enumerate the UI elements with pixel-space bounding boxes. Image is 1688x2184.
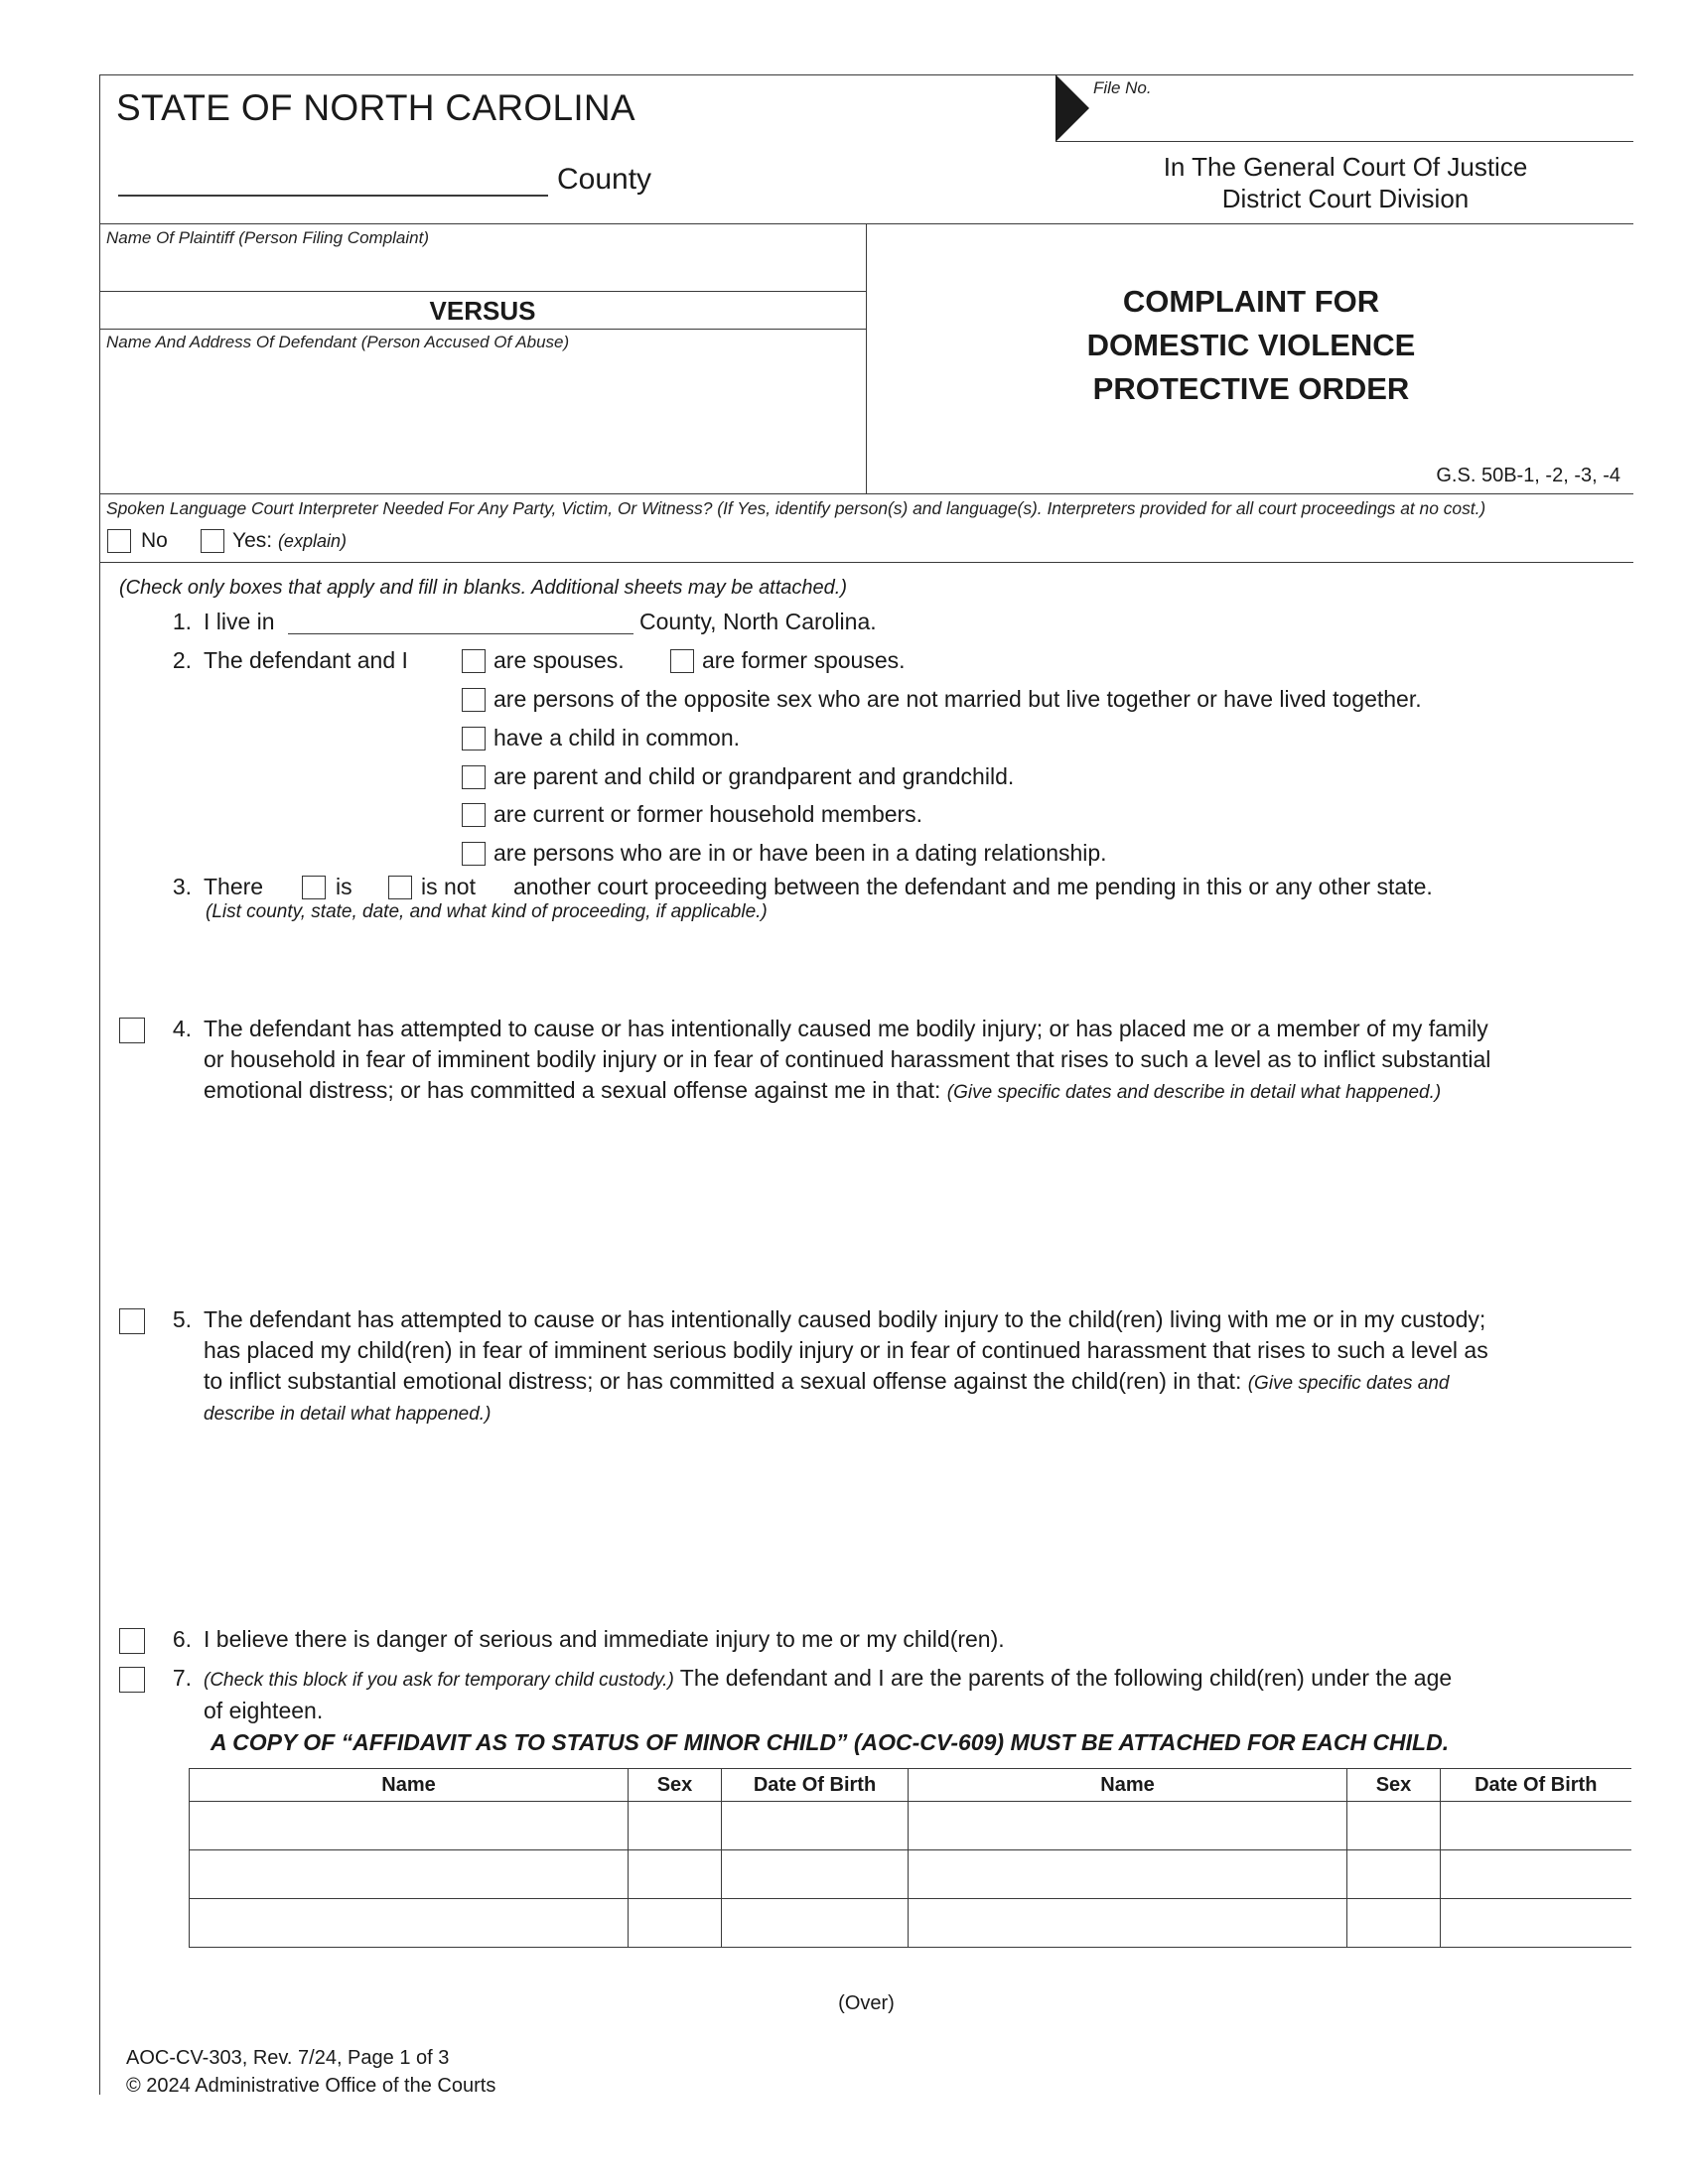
item-4-line-1: The defendant has attempted to cause or has intentionally caused me bodily injury; or has placed me or a member of my family [204, 1016, 1488, 1041]
proceeding-is-not-checkbox[interactable] [388, 876, 412, 899]
item-1-prefix: I live in [204, 609, 275, 634]
court-name [1082, 151, 1609, 214]
file-no-label: File No. [1093, 78, 1152, 97]
item-4-line-3-text: emotional distress; or has committed a sexual offense against me in that: [204, 1077, 941, 1103]
child-name-cell[interactable] [190, 1802, 629, 1850]
item-5-line-2: has placed my child(ren) in fear of imminent serious bodily injury or in fear of continued harassment that rises to such a level as [204, 1337, 1488, 1363]
statute-reference: G.S. 50B-1, -2, -3, -4 [1436, 465, 1620, 486]
item-6-text: I believe there is danger of serious and immediate injury to me or my child(ren). [204, 1626, 1005, 1652]
interpreter-no-checkbox[interactable] [107, 529, 131, 553]
item-4-number: 4. [172, 1016, 192, 1041]
plaintiff-name-field[interactable] [104, 250, 859, 290]
relationship-parent-child-checkbox[interactable] [462, 765, 486, 789]
item-5-number: 5. [172, 1306, 192, 1332]
item-5-checkbox[interactable] [119, 1308, 145, 1334]
child-dob-cell[interactable] [1441, 1802, 1631, 1850]
relationship-spouses-checkbox[interactable] [462, 649, 486, 673]
versus-label: VERSUS [429, 296, 536, 326]
relationship-spouses-label: are spouses. [493, 647, 625, 673]
relationship-household-members-checkbox[interactable] [462, 803, 486, 827]
child-dob-cell[interactable] [722, 1802, 909, 1850]
item-6-number: 6. [172, 1626, 192, 1652]
file-no-field[interactable] [1152, 77, 1628, 137]
child-sex-cell[interactable] [629, 1802, 722, 1850]
item-3-note: (List county, state, date, and what kind of proceeding, if applicable.) [206, 901, 768, 922]
parties-divider [866, 223, 867, 493]
form-id: AOC-CV-303, Rev. 7/24, Page 1 of 3 [126, 2047, 450, 2069]
title-line-1: COMPLAINT FOR [1122, 284, 1380, 319]
proceeding-is-not-label: is not [421, 874, 476, 899]
proceeding-is-checkbox[interactable] [302, 876, 326, 899]
proceeding-details-field[interactable] [204, 929, 1623, 1009]
form-title [874, 280, 1628, 411]
col-name-2: Name [909, 1769, 1347, 1802]
defendant-address-field[interactable] [104, 357, 859, 486]
defendant-label: Name And Address Of Defendant (Person Accused Of Abuse) [106, 333, 570, 351]
col-sex-1: Sex [629, 1769, 722, 1802]
child-dob-cell[interactable] [722, 1850, 909, 1899]
item-4-text [204, 1014, 1633, 1108]
court-line-2: District Court Division [1221, 184, 1470, 213]
versus-underline [99, 329, 866, 330]
interpreter-yes-text: Yes: [232, 529, 273, 552]
table-row [190, 1802, 1631, 1850]
interpreter-question: Spoken Language Court Interpreter Needed For Any Party, Victim, Or Witness? (If Yes, identify person(s) and language(s). Interpreters provided for all court proceedings at no cost.) [106, 498, 1486, 518]
col-dob-1: Date Of Birth [722, 1769, 909, 1802]
child-sex-cell[interactable] [1347, 1899, 1441, 1948]
county-blank[interactable] [118, 195, 548, 197]
relationship-former-spouses-checkbox[interactable] [670, 649, 694, 673]
interpreter-yes-note: (explain) [277, 531, 347, 551]
item-4-line-3-note: (Give specific dates and describe in detail what happened.) [946, 1082, 1442, 1103]
item-7-line-1 [204, 1663, 1633, 1696]
proceeding-is-label: is [336, 874, 352, 899]
child-sex-cell[interactable] [629, 1850, 722, 1899]
item-3-number: 3. [172, 874, 192, 899]
child-name-cell[interactable] [909, 1850, 1347, 1899]
item-7-line-2: of eighteen. [204, 1698, 324, 1723]
item-7-text [204, 1663, 1633, 1726]
children-table-header [190, 1769, 1631, 1802]
relationship-child-in-common-label: have a child in common. [493, 725, 741, 751]
item-3-there: There [204, 874, 264, 899]
relationship-dating-label: are persons who are in or have been in a dating relationship. [493, 840, 1107, 866]
relationship-dating-checkbox[interactable] [462, 842, 486, 866]
child-dob-cell[interactable] [1441, 1850, 1631, 1899]
interpreter-divider [99, 562, 1633, 563]
child-name-cell[interactable] [190, 1899, 629, 1948]
affidavit-notice: A COPY OF “AFFIDAVIT AS TO STATUS OF MINOR CHILD” (AOC-CV-609) MUST BE ATTACHED FOR EACH CHILD. [211, 1729, 1450, 1755]
item-7-number: 7. [172, 1665, 192, 1691]
item-4-line-3 [204, 1075, 1633, 1108]
relationship-child-in-common-checkbox[interactable] [462, 727, 486, 751]
court-line-1: In The General Court Of Justice [1163, 152, 1528, 182]
parties-bottom-divider [99, 493, 1633, 494]
item-7-note: (Check this block if you ask for temporary child custody.) [204, 1670, 674, 1691]
top-border [99, 74, 1633, 75]
child-sex-cell[interactable] [1347, 1802, 1441, 1850]
item-2-prefix: The defendant and I [204, 647, 408, 673]
item-5-line-3 [204, 1366, 1633, 1399]
child-sex-cell[interactable] [629, 1899, 722, 1948]
item-5-line-3-text: to inflict substantial emotional distress; or has committed a sexual offense against the child(ren) in that: [204, 1368, 1242, 1394]
item-7-line-1-text: The defendant and I are the parents of the following child(ren) under the age [679, 1665, 1453, 1691]
item-4-checkbox[interactable] [119, 1018, 145, 1043]
interpreter-no-label: No [141, 529, 168, 552]
col-dob-2: Date Of Birth [1441, 1769, 1631, 1802]
item-6-checkbox[interactable] [119, 1628, 145, 1654]
relationship-parent-child-label: are parent and child or grandparent and grandchild. [493, 763, 1015, 789]
table-row [190, 1899, 1631, 1948]
over-note: (Over) [838, 1992, 895, 2014]
relationship-former-spouses-label: are former spouses. [702, 647, 906, 673]
item-5-line-1: The defendant has attempted to cause or has intentionally caused bodily injury to the child(ren) living with me or in my custody; [204, 1306, 1486, 1332]
child-name-cell[interactable] [190, 1850, 629, 1899]
left-border [99, 74, 100, 2095]
child-sex-cell[interactable] [1347, 1850, 1441, 1899]
item-2-number: 2. [172, 647, 192, 673]
item-5-line-4: describe in detail what happened.) [204, 1404, 492, 1425]
item-4-details-field[interactable] [204, 1110, 1623, 1289]
item-4-line-2: or household in fear of imminent bodily injury or in fear of continued harassment that rises to such a level as to inflict substantial [204, 1046, 1491, 1072]
item-1-number: 1. [172, 609, 192, 634]
county-label: County [557, 163, 652, 196]
relationship-cohabitants-checkbox[interactable] [462, 688, 486, 712]
title-line-2: DOMESTIC VIOLENCE [1086, 328, 1416, 362]
item-3-text: another court proceeding between the defendant and me pending in this or any other state. [513, 874, 1433, 899]
child-dob-cell[interactable] [1441, 1899, 1631, 1948]
col-name-1: Name [190, 1769, 629, 1802]
item-5-line-3-note: (Give specific dates and [1247, 1373, 1450, 1394]
child-name-cell[interactable] [909, 1899, 1347, 1948]
residence-county-blank[interactable] [288, 633, 633, 634]
title-line-3: PROTECTIVE ORDER [1092, 371, 1410, 406]
col-sex-2: Sex [1347, 1769, 1441, 1802]
instructions: (Check only boxes that apply and fill in blanks. Additional sheets may be attached.) [119, 577, 848, 599]
relationship-household-members-label: are current or former household members. [493, 801, 923, 827]
interpreter-yes-label [232, 529, 347, 553]
file-no-underline [1055, 141, 1633, 142]
copyright: © 2024 Administrative Office of the Courts [126, 2075, 496, 2097]
interpreter-yes-checkbox[interactable] [201, 529, 224, 553]
item-5-text [204, 1304, 1633, 1430]
plaintiff-underline [99, 291, 866, 292]
relationship-cohabitants-label: are persons of the opposite sex who are not married but live together or have lived together. [493, 686, 1422, 712]
children-table [189, 1768, 1631, 1948]
item-7-checkbox[interactable] [119, 1667, 145, 1693]
item-1-suffix: County, North Carolina. [639, 609, 877, 634]
child-dob-cell[interactable] [722, 1899, 909, 1948]
child-name-cell[interactable] [909, 1802, 1347, 1850]
state-heading: STATE OF NORTH CAROLINA [116, 87, 635, 128]
table-row [190, 1850, 1631, 1899]
item-5-details-field[interactable] [204, 1432, 1623, 1600]
plaintiff-label: Name Of Plaintiff (Person Filing Complaint) [106, 228, 430, 247]
file-no-arrow-icon [1055, 74, 1089, 142]
